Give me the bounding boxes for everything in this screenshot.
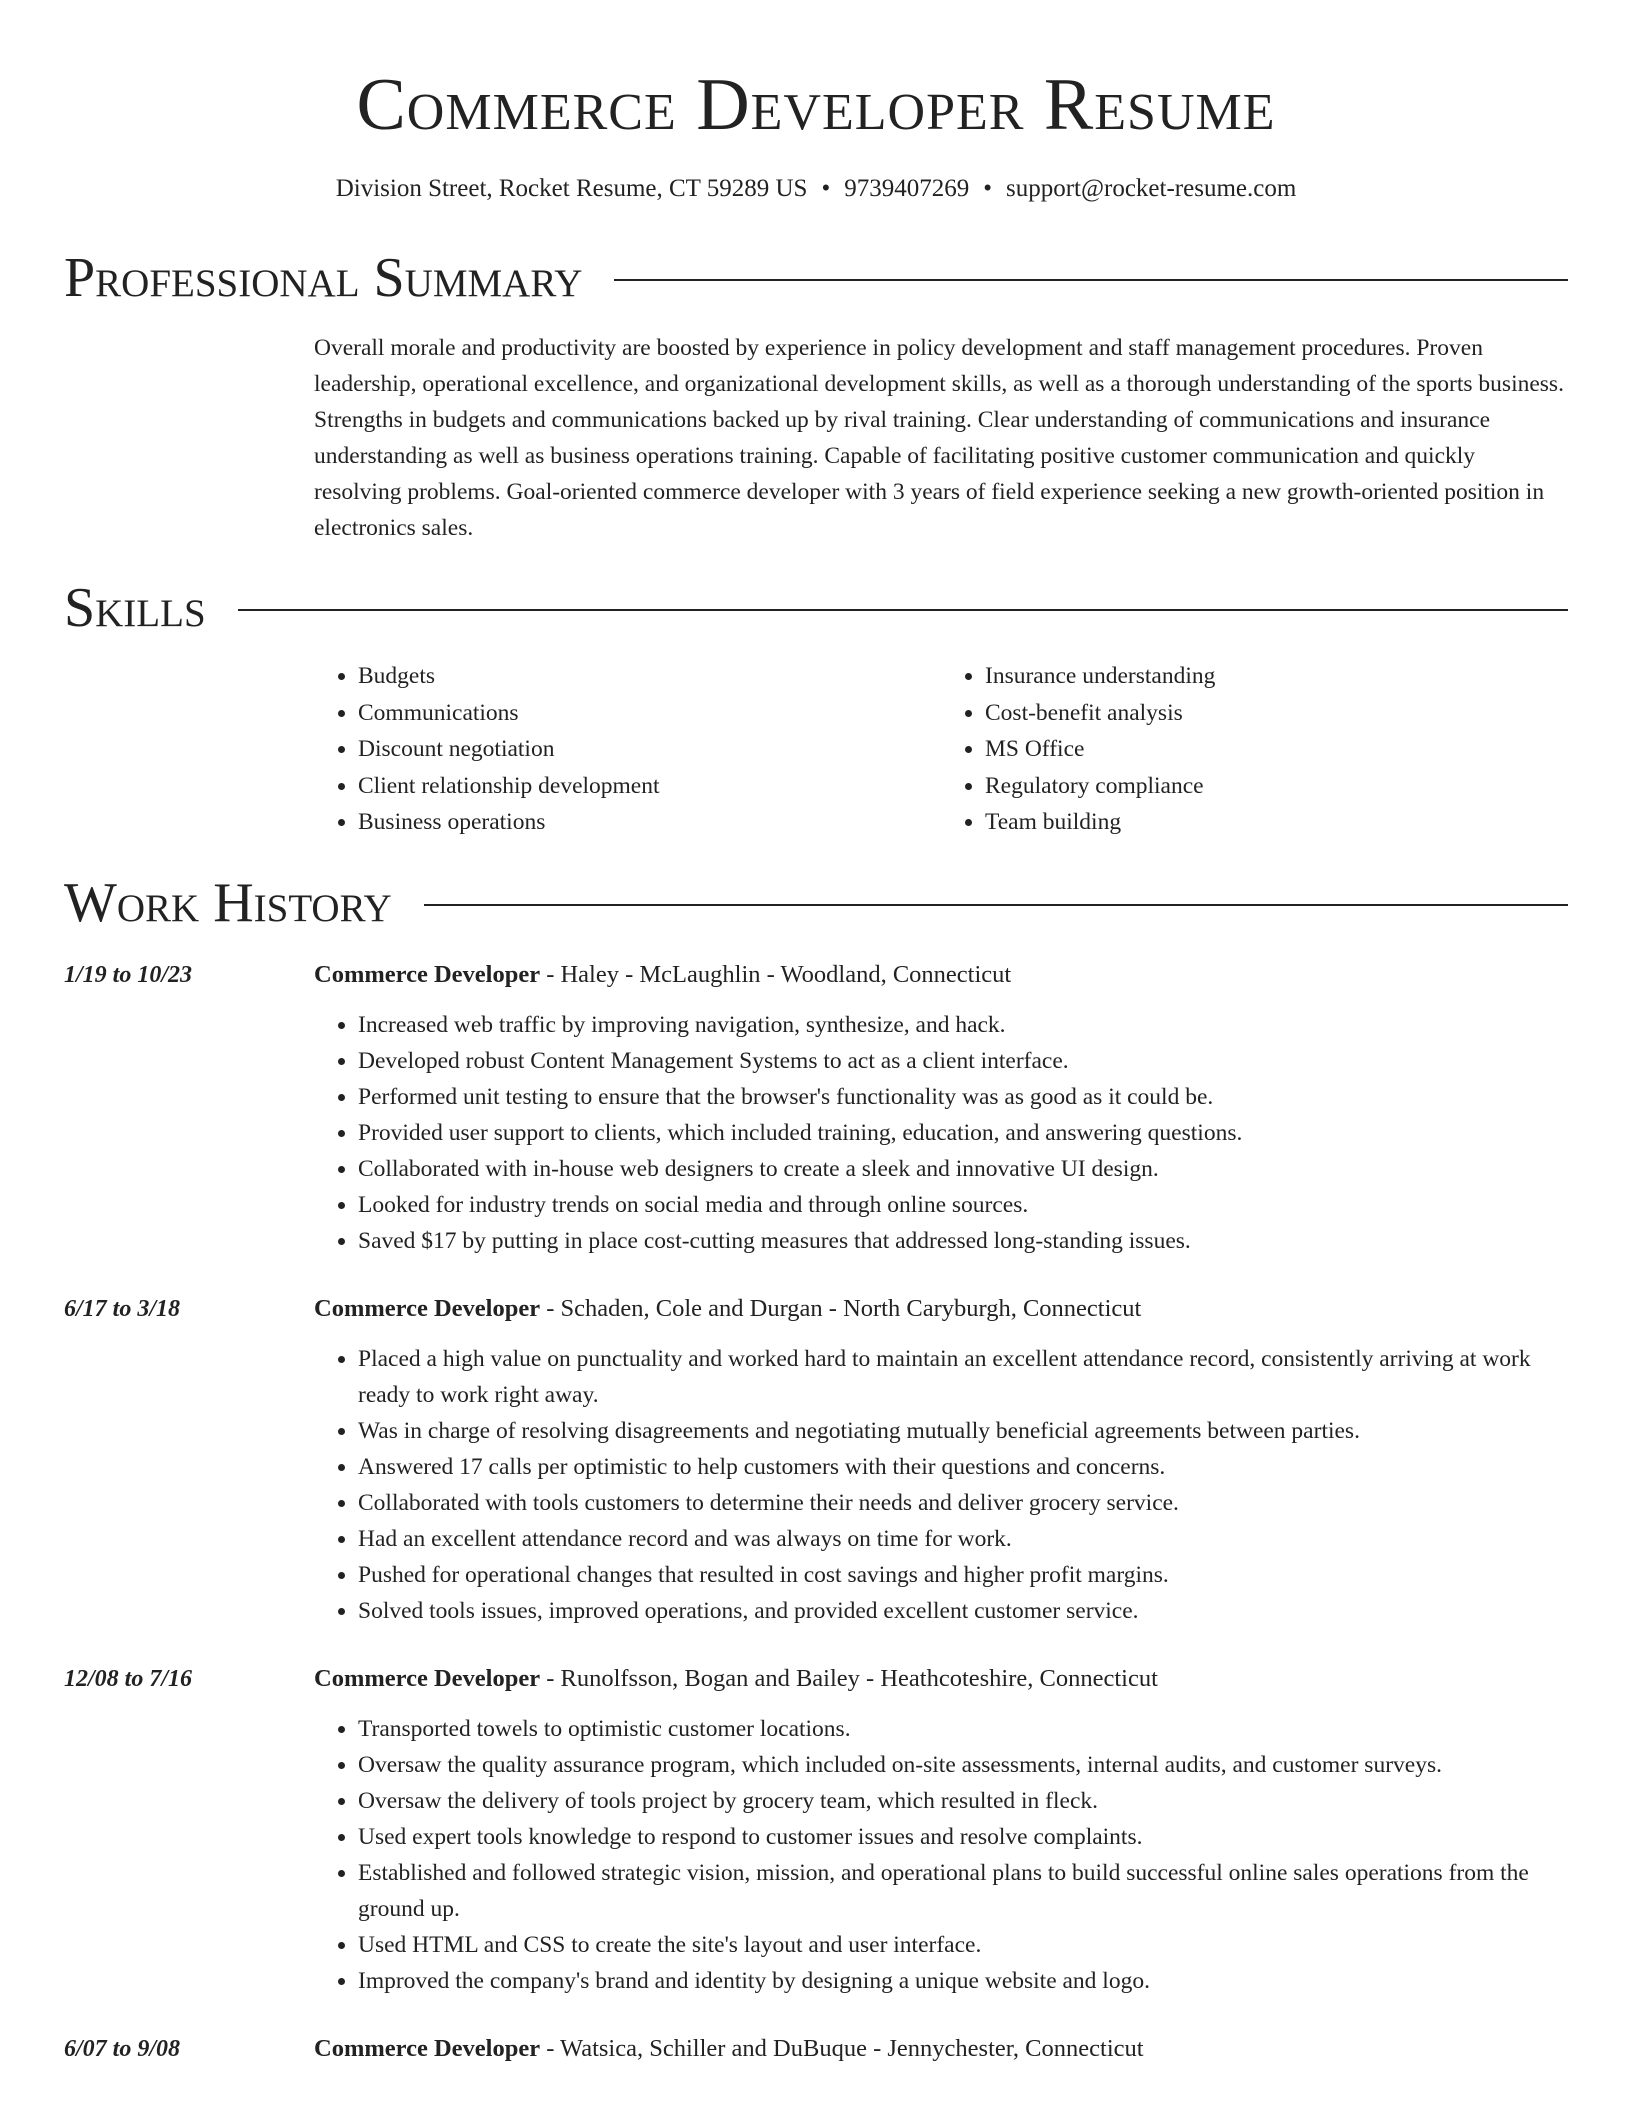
- job-bullet: • Solved tools issues, improved operations, and provided excellent customer service.: [358, 1593, 1568, 1629]
- job-dates: 6/17 to 3/18: [64, 1295, 181, 1322]
- job-bullet: • Collaborated with in-house web designers to create a sleek and innovative UI design.: [358, 1151, 1568, 1187]
- summary-section-header: [64, 246, 1568, 310]
- job-bullets: [314, 1341, 1568, 1629]
- job-bullet: • Had an excellent attendance record and was always on time for work.: [358, 1521, 1568, 1557]
- job-bullet: • Placed a high value on punctuality and worked hard to maintain an excellent attendance record, consistently arriving at work ready to work right away.: [358, 1341, 1568, 1413]
- job-company-location: - Haley - McLaughlin - Woodland, Connecticut: [540, 960, 1012, 988]
- job-entry: [64, 2031, 1568, 2067]
- job-dates: 1/19 to 10/23: [64, 961, 193, 988]
- work-heading: Work History: [64, 871, 392, 934]
- skill-item: • Business operations: [358, 804, 941, 841]
- job-bullet: • Looked for industry trends on social media and through online sources.: [358, 1187, 1568, 1223]
- job-role: Commerce Developer: [314, 1664, 541, 1692]
- skills-column-right: [941, 658, 1568, 841]
- job-bullet: • Established and followed strategic vision, mission, and operational plans to build successful online sales operations from the ground up.: [358, 1855, 1568, 1927]
- job-bullet: • Collaborated with tools customers to determine their needs and deliver grocery service.: [358, 1485, 1568, 1521]
- job-entry: [64, 957, 1568, 1259]
- job-bullet: • Improved the company's brand and identity by designing a unique website and logo.: [358, 1963, 1568, 1999]
- summary-heading: Professional Summary: [64, 247, 583, 309]
- section-divider: [614, 279, 1568, 281]
- skill-item: • Communications: [358, 695, 941, 732]
- job-bullet: • Developed robust Content Management Systems to act as a client interface.: [358, 1043, 1568, 1079]
- job-dates: 6/07 to 9/08: [64, 2035, 181, 2062]
- job-bullet: • Oversaw the delivery of tools project by grocery team, which resulted in fleck.: [358, 1783, 1568, 1819]
- job-body: [314, 1661, 1568, 1999]
- job-role: Commerce Developer: [314, 960, 541, 988]
- skill-item: • Regulatory compliance: [985, 768, 1568, 805]
- skills-heading: Skills: [64, 577, 206, 639]
- contact-separator: •: [983, 175, 992, 202]
- job-company-location: - Watsica, Schiller and DuBuque - Jennychester, Connecticut: [540, 2034, 1144, 2062]
- job-entry: [64, 1661, 1568, 1999]
- job-bullets: [314, 1711, 1568, 1999]
- skill-item: • Cost-benefit analysis: [985, 695, 1568, 732]
- job-bullet: • Performed unit testing to ensure that the browser's functionality was as good as it could be.: [358, 1079, 1568, 1115]
- job-header: [314, 1661, 1568, 1697]
- job-company-location: - Schaden, Cole and Durgan - North Caryburgh, Connecticut: [540, 1294, 1142, 1322]
- job-body: [314, 2031, 1568, 2067]
- job-bullet: • Answered 17 calls per optimistic to help customers with their questions and concerns.: [358, 1449, 1568, 1485]
- skill-item: • Discount negotiation: [358, 731, 941, 768]
- job-header: [314, 957, 1568, 993]
- job-bullet: • Increased web traffic by improving navigation, synthesize, and hack.: [358, 1007, 1568, 1043]
- skill-item: • Team building: [985, 804, 1568, 841]
- job-header: [314, 1291, 1568, 1327]
- skill-item: • Insurance understanding: [985, 658, 1568, 695]
- job-bullet: • Pushed for operational changes that resulted in cost savings and higher profit margins.: [358, 1557, 1568, 1593]
- job-role: Commerce Developer: [314, 2034, 541, 2062]
- skills-section-header: [64, 576, 1568, 640]
- skill-item: • MS Office: [985, 731, 1568, 768]
- contact-address: Division Street, Rocket Resume, CT 59289 US: [335, 175, 808, 202]
- contact-email: support@rocket-resume.com: [1005, 175, 1297, 202]
- job-company-location: - Runolfsson, Bogan and Bailey - Heathcoteshire, Connecticut: [540, 1664, 1158, 1692]
- skills-list: [314, 658, 1568, 841]
- job-bullets: [314, 1007, 1568, 1259]
- resume-title: Commerce Developer Resume: [356, 64, 1276, 146]
- summary-text: Overall morale and productivity are boosted by experience in policy development and staff management procedures. Proven leadership, operational excellence, and organizational development skills, as well as a thorough understanding of the sports business. Strengths in budgets and communications backed up by rival training. Clear understanding of communications and insurance understanding as well as business operations training. Capable of facilitating positive customer communication and quickly resolving problems. Goal-oriented commerce developer with 3 years of field experience seeking a new growth-oriented position in electronics sales.: [314, 335, 1564, 541]
- job-bullet: • Provided user support to clients, which included training, education, and answering questions.: [358, 1115, 1568, 1151]
- skill-item: • Budgets: [358, 658, 941, 695]
- section-divider: [238, 609, 1568, 611]
- job-bullet: • Transported towels to optimistic customer locations.: [358, 1711, 1568, 1747]
- contact-phone: 9739407269: [844, 175, 970, 202]
- job-bullet: • Was in charge of resolving disagreements and negotiating mutually beneficial agreements between parties.: [358, 1413, 1568, 1449]
- job-bullet: • Used HTML and CSS to create the site's layout and user interface.: [358, 1927, 1568, 1963]
- section-divider: [424, 904, 1568, 906]
- job-bullet: • Oversaw the quality assurance program, which included on-site assessments, internal audits, and customer surveys.: [358, 1747, 1568, 1783]
- skill-item: • Client relationship development: [358, 768, 941, 805]
- job-entry: [64, 1291, 1568, 1629]
- contact-separator: •: [821, 175, 831, 202]
- job-header: [314, 2031, 1568, 2067]
- contact-line: [64, 172, 1568, 206]
- job-body: [314, 957, 1568, 1259]
- job-role: Commerce Developer: [314, 1294, 541, 1322]
- job-bullet: • Used expert tools knowledge to respond to customer issues and resolve complaints.: [358, 1819, 1568, 1855]
- skills-column-left: [314, 658, 941, 841]
- job-dates: 12/08 to 7/16: [64, 1665, 193, 1692]
- job-body: [314, 1291, 1568, 1629]
- job-bullet: • Saved $17 by putting in place cost-cutting measures that addressed long-standing issues.: [358, 1223, 1568, 1259]
- work-section-header: [64, 871, 1568, 935]
